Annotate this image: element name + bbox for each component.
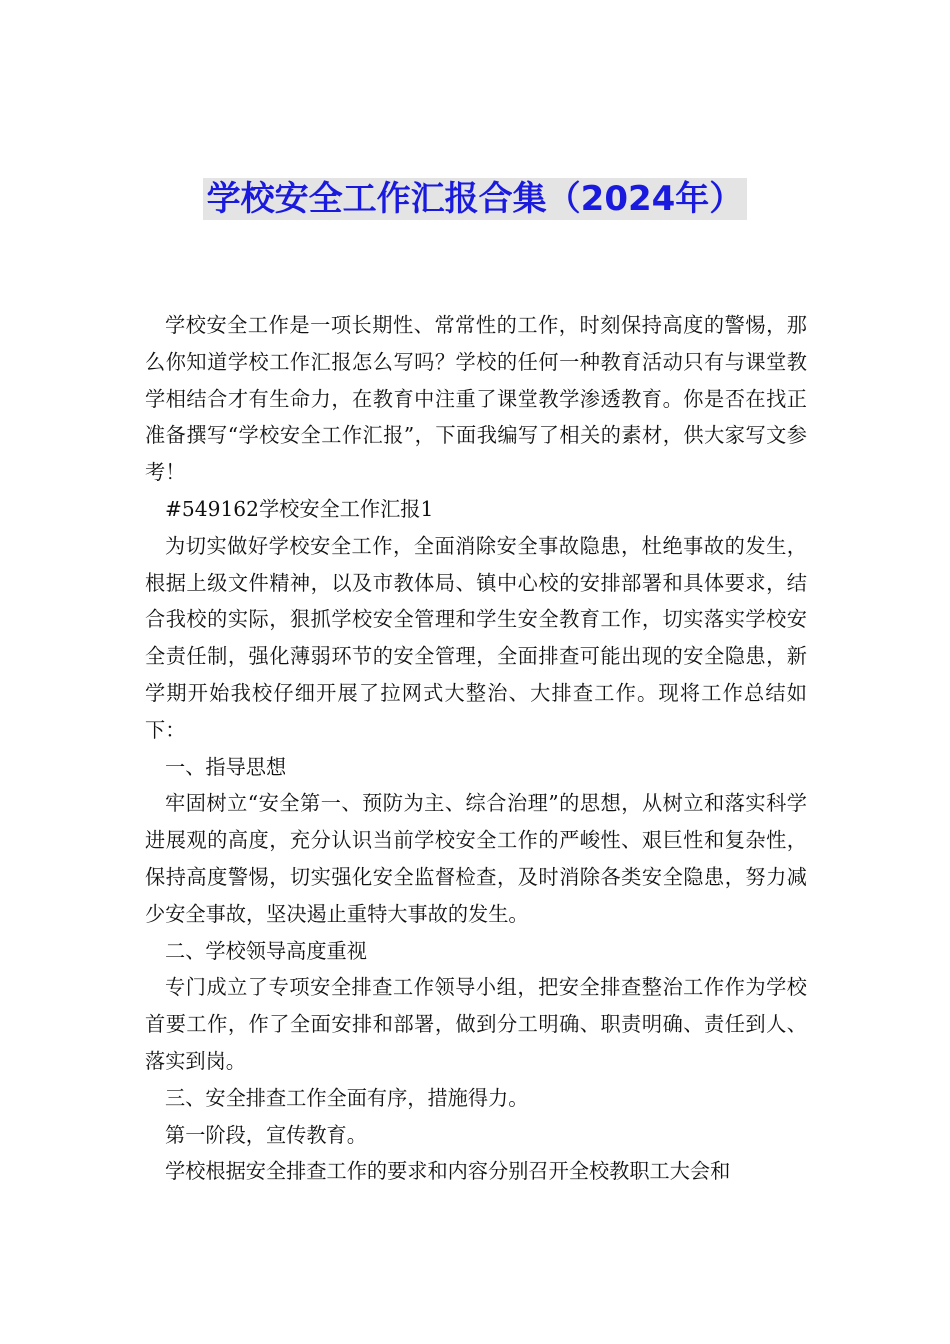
body-paragraph: 专门成立了专项安全排查工作领导小组，把安全排查整治工作作为学校首要工作，作了全面安排和部署，做到分工明确、职责明确、责任到人、落实到岗。: [145, 975, 807, 1073]
section-heading-report-1: #549162学校安全工作汇报1: [165, 496, 434, 521]
body-paragraph: 学校根据安全排查工作的要求和内容分别召开全校教职工大会和: [165, 1159, 731, 1184]
body-paragraph-intro: 学校安全工作是一项长期性、常常性的工作，时刻保持高度的警惕，那么你知道学校工作汇报怎么写吗？学校的任何一种教育活动只有与课堂教学相结合才有生命力，在教育中注重了课堂教学渗透教育。你是否在找正准备撰写“学校安全工作汇报”，下面我编写了相关的素材，供大家写文参考！: [145, 313, 807, 485]
document-title: 学校安全工作汇报合集（2024年）: [203, 178, 748, 220]
sub-heading: 第一阶段，宣传教育。: [165, 1122, 367, 1147]
document-body: [145, 307, 807, 1190]
title-container: [0, 178, 950, 220]
section-heading: 二、学校领导高度重视: [165, 938, 367, 963]
section-heading: 一、指导思想: [165, 754, 287, 779]
section-heading: 三、安全排查工作全面有序，措施得力。: [165, 1085, 529, 1110]
body-paragraph: 为切实做好学校安全工作，全面消除安全事故隐患，杜绝事故的发生，根据上级文件精神，以及市教体局、镇中心校的安排部署和具体要求，结合我校的实际，狠抓学校安全管理和学生安全教育工作，切实落实学校安全责任制，强化薄弱环节的安全管理，全面排查可能出现的安全隐患，新学期开始我校仔细开展了拉网式大整治、大排查工作。现将工作总结如下：: [145, 533, 807, 742]
body-paragraph: 牢固树立“安全第一、预防为主、综合治理”的思想，从树立和落实科学进展观的高度，充分认识当前学校安全工作的严峻性、艰巨性和复杂性，保持高度警惕，切实强化安全监督检查，及时消除各类安全隐患，努力减少安全事故，坚决遏止重特大事故的发生。: [145, 791, 807, 926]
